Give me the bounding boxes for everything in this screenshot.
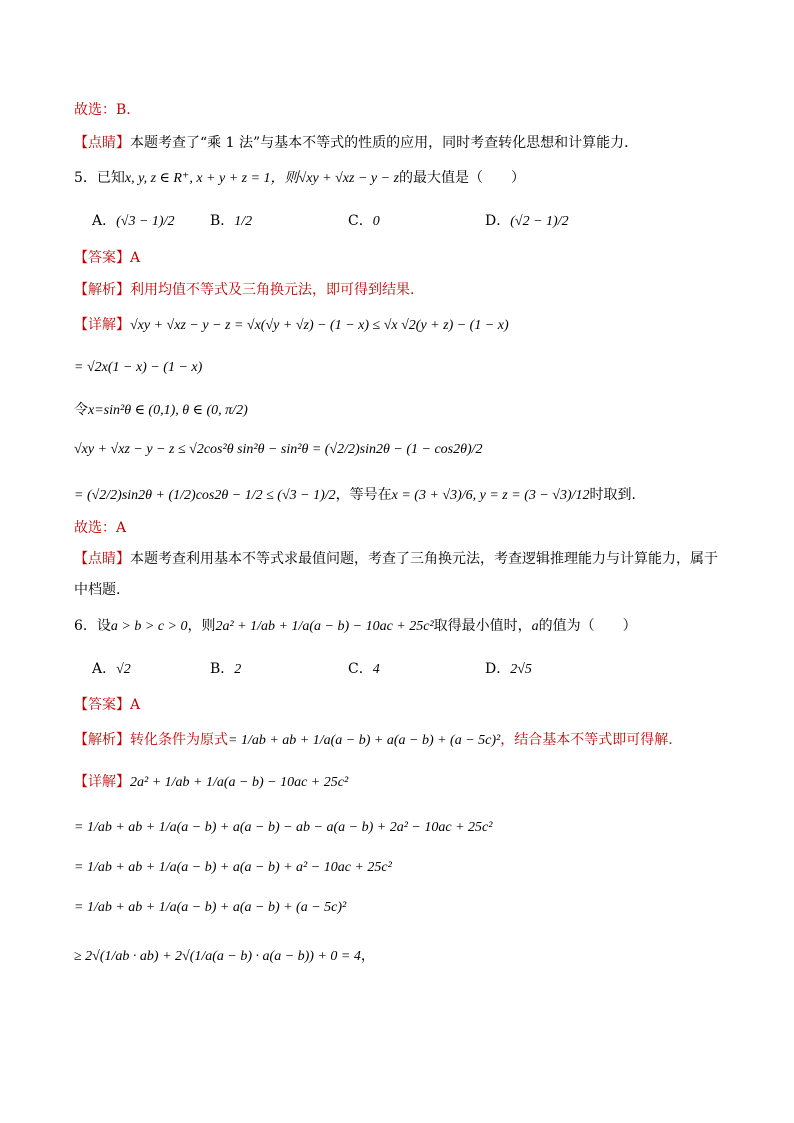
detail-expr: ≥ 2√(1/ab · ab) + 2√(1/a(a − b) · a(a − b)) + 0 = 4	[74, 949, 361, 964]
q5-analysis	[74, 280, 414, 300]
stem-condition: x, y, z ∈ R⁺, x + y + z = 1，则	[124, 171, 299, 186]
option-text: 2√5	[510, 662, 532, 677]
comment-text: 本题考查了“乘 1 法”与基本不等式的性质的应用，同时考查转化思想和计算能力．	[130, 135, 639, 151]
option-text: √2	[116, 662, 131, 677]
stem-condition: a > b > c > 0	[110, 619, 188, 634]
q5-option-d	[485, 210, 569, 230]
stem-mid: ，则	[187, 618, 216, 634]
answer-value: A	[130, 250, 141, 266]
analysis-text: 利用均值不等式及三角换元法，即可得到结果.	[130, 282, 415, 298]
q6-option-a	[92, 658, 131, 678]
option-label: A．	[92, 661, 117, 677]
detail-expr: = (√2/2)sin2θ + (1/2)cos2θ − 1/2 ≤ (√3 − 1)/2	[74, 488, 336, 503]
q6-detail-line5	[74, 946, 375, 967]
analysis-tag: 【解析】	[74, 282, 130, 298]
q4-answer-line: 故选：B.	[74, 102, 131, 118]
option-text: 0	[372, 214, 380, 229]
detail-end: ，	[360, 948, 375, 964]
option-label: D．	[485, 213, 511, 229]
q5-choose: 故选：A	[74, 520, 127, 536]
detail-expr: x=sin²θ ∈ (0,1), θ ∈ (0, π/2)	[88, 403, 248, 418]
detail-prefix: 令	[74, 402, 88, 418]
comment-tag: 【点睛】	[74, 551, 130, 567]
question-number: 5．	[74, 170, 97, 186]
option-label: B．	[210, 213, 235, 229]
q6-stem	[74, 616, 637, 637]
q6-option-b	[210, 658, 241, 678]
q6-detail-line2: = 1/ab + ab + 1/a(a − b) + a(a − b) − ab − a(a − b) + 2a² − 10ac + 25c²	[74, 820, 493, 835]
option-text: 2	[234, 662, 242, 677]
q4-comment	[74, 133, 638, 153]
q5-comment-line2: 中档题.	[74, 582, 121, 598]
q5-stem	[74, 168, 525, 189]
stem-mid2: 取得最小值时，	[433, 618, 532, 634]
detail-tag: 【详解】	[74, 317, 130, 333]
detail-cond: x = (3 + √3)/6, y = z = (3 − √3)/12	[391, 488, 590, 503]
q6-analysis	[74, 730, 673, 751]
q6-answer	[74, 695, 140, 715]
stem-expression: √xy + √xz − y − z	[298, 171, 400, 186]
q6-detail-line3: = 1/ab + ab + 1/a(a − b) + a(a − b) + a² − 10ac + 25c²	[74, 860, 392, 875]
q6-option-d	[485, 658, 532, 678]
q6-detail-line4: = 1/ab + ab + 1/a(a − b) + a(a − b) + (a − 5c)²	[74, 900, 347, 915]
comment-tag: 【点睛】	[74, 135, 130, 151]
option-label: D．	[485, 661, 511, 677]
answer-value: A	[130, 697, 141, 713]
stem-var: a	[531, 619, 539, 634]
q6-detail	[74, 772, 348, 793]
q5-option-c	[348, 210, 380, 230]
option-text: (√3 − 1)/2	[116, 214, 175, 229]
stem-suffix: 的值为（ ）	[538, 618, 637, 634]
stem-prefix: 已知	[96, 170, 125, 186]
stem-prefix: 设	[96, 618, 111, 634]
stem-expression: 2a² + 1/ab + 1/a(a − b) − 10ac + 25c²	[215, 619, 434, 634]
detail-tag: 【详解】	[74, 774, 130, 790]
detail-end: 时取到．	[589, 487, 646, 503]
option-text: (√2 − 1)/2	[510, 214, 569, 229]
q6-option-c	[348, 658, 380, 678]
option-label: C．	[348, 661, 373, 677]
analysis-tag: 【解析】	[74, 732, 130, 748]
option-label: A．	[92, 213, 117, 229]
q5-comment	[74, 549, 718, 569]
comment-text: 本题考查利用基本不等式求最值问题，考查了三角换元法，考查逻辑推理能力与计算能力，属于	[130, 551, 718, 567]
q5-detail-line3	[74, 400, 248, 421]
q5-detail-line2: = √2x(1 − x) − (1 − x)	[74, 360, 203, 375]
q5-detail	[74, 315, 509, 336]
option-label: C．	[348, 213, 373, 229]
q5-answer	[74, 248, 140, 268]
q5-detail-line4: √xy + √xz − y − z ≤ √2cos²θ sin²θ − sin²θ = (√2/2)sin2θ − (1 − cos2θ)/2	[74, 442, 483, 457]
stem-suffix: 的最大值是（ ）	[399, 170, 526, 186]
detail-line: 2a² + 1/ab + 1/a(a − b) − 10ac + 25c²	[130, 775, 349, 790]
q5-option-b	[210, 210, 252, 230]
question-number: 6．	[74, 618, 97, 634]
detail-line: √xy + √xz − y − z = √x(√y + √z) − (1 − x) ≤ √x √2(y + z) − (1 − x)	[130, 318, 509, 333]
q5-option-a	[92, 210, 174, 230]
answer-tag: 【答案】	[74, 250, 130, 266]
analysis-expr: = 1/ab + ab + 1/a(a − b) + a(a − b) + (a − 5c)²	[228, 733, 501, 748]
detail-text: ，等号在	[335, 487, 392, 503]
option-label: B．	[210, 661, 235, 677]
option-text: 4	[372, 662, 380, 677]
option-text: 1/2	[234, 214, 253, 229]
q5-detail-line5	[74, 485, 646, 506]
answer-tag: 【答案】	[74, 697, 130, 713]
analysis-prefix: 转化条件为原式	[130, 732, 228, 748]
analysis-suffix: ，结合基本不等式即可得解.	[500, 732, 673, 748]
